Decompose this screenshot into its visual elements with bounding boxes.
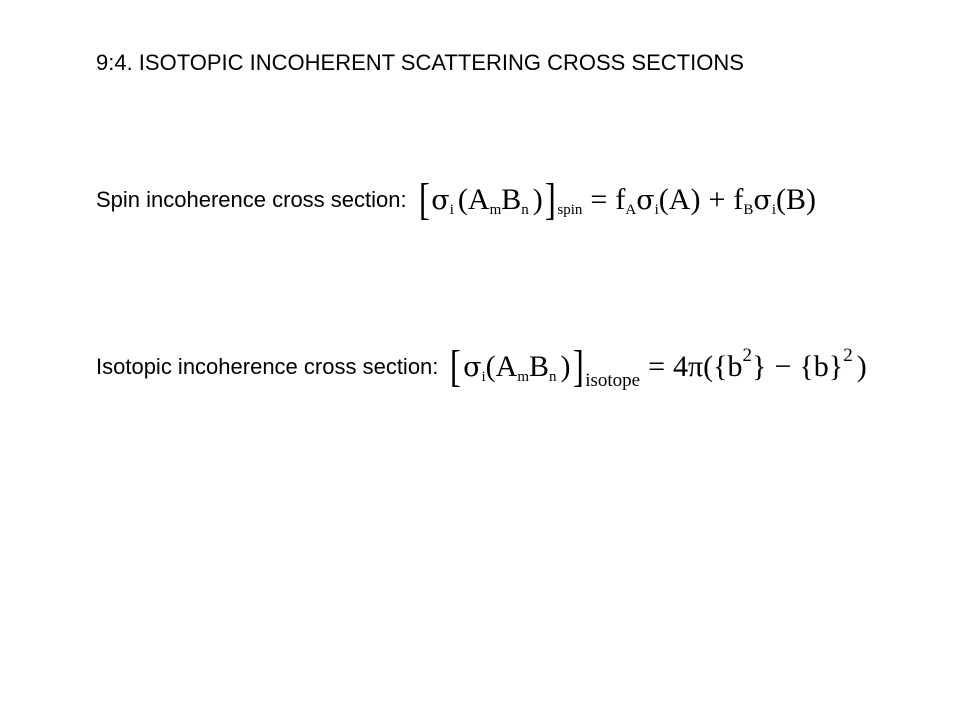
spin-incoherence-formula [417, 175, 816, 224]
element-b: B [501, 183, 522, 216]
term-mean-b-squared-exponent: 2 [742, 344, 753, 366]
sigma-subscript: i [654, 201, 659, 218]
equals-sign: = [648, 350, 665, 383]
left-bracket: [ [418, 175, 430, 224]
element-b-subscript: n [549, 368, 557, 385]
term-mean-b-exponent: 2 [843, 344, 853, 366]
bracket-subscript: spin [557, 201, 583, 218]
close-paren: ) [856, 350, 867, 383]
right-bracket: ] [572, 342, 584, 391]
sigma-symbol: σ [636, 184, 655, 216]
equals-sign: = [590, 183, 608, 216]
minus-sign: − [774, 350, 792, 383]
term-mean-b: {b} [799, 350, 844, 383]
isotopic-incoherence-row [96, 337, 867, 397]
sigma-subscript: i [771, 201, 776, 218]
sigma-symbol: σ [431, 184, 450, 216]
close-paren: ) [532, 183, 543, 216]
element-b: B [529, 350, 550, 383]
close-paren: ) [560, 350, 571, 383]
fraction-b: f [733, 183, 744, 216]
argument-b: (B) [776, 183, 816, 216]
slide-title: 9:4. ISOTOPIC INCOHERENT SCATTERING CROSS SECTIONS [96, 50, 744, 75]
term-mean-b-squared: ({b [703, 350, 743, 383]
four-pi: 4π [673, 350, 704, 383]
element-a-subscript: m [489, 201, 502, 218]
element-b-subscript: n [521, 201, 529, 218]
open-paren: ( [485, 350, 496, 383]
term-mean-b-squared-close: } [752, 350, 767, 383]
sigma-symbol: σ [463, 351, 482, 383]
left-bracket: [ [450, 342, 462, 391]
spin-incoherence-label: Spin incoherence cross section: [96, 187, 407, 212]
sigma-subscript: i [481, 368, 486, 385]
spin-incoherence-row [96, 170, 816, 230]
sigma-symbol: σ [753, 184, 772, 216]
plus-sign: + [708, 183, 726, 216]
bracket-subscript: isotope [585, 369, 641, 391]
isotopic-incoherence-formula [448, 342, 867, 391]
isotopic-incoherence-label: Isotopic incoherence cross section: [96, 354, 439, 379]
element-a: A [467, 183, 490, 216]
element-a: A [495, 350, 518, 383]
open-paren: ( [457, 183, 468, 216]
fraction-a-subscript: A [625, 201, 637, 218]
sigma-subscript: i [449, 201, 454, 218]
fraction-b-subscript: B [743, 201, 754, 218]
right-bracket: ] [544, 175, 556, 224]
fraction-a: f [615, 183, 626, 216]
argument-a: (A) [658, 183, 701, 216]
element-a-subscript: m [517, 368, 530, 385]
